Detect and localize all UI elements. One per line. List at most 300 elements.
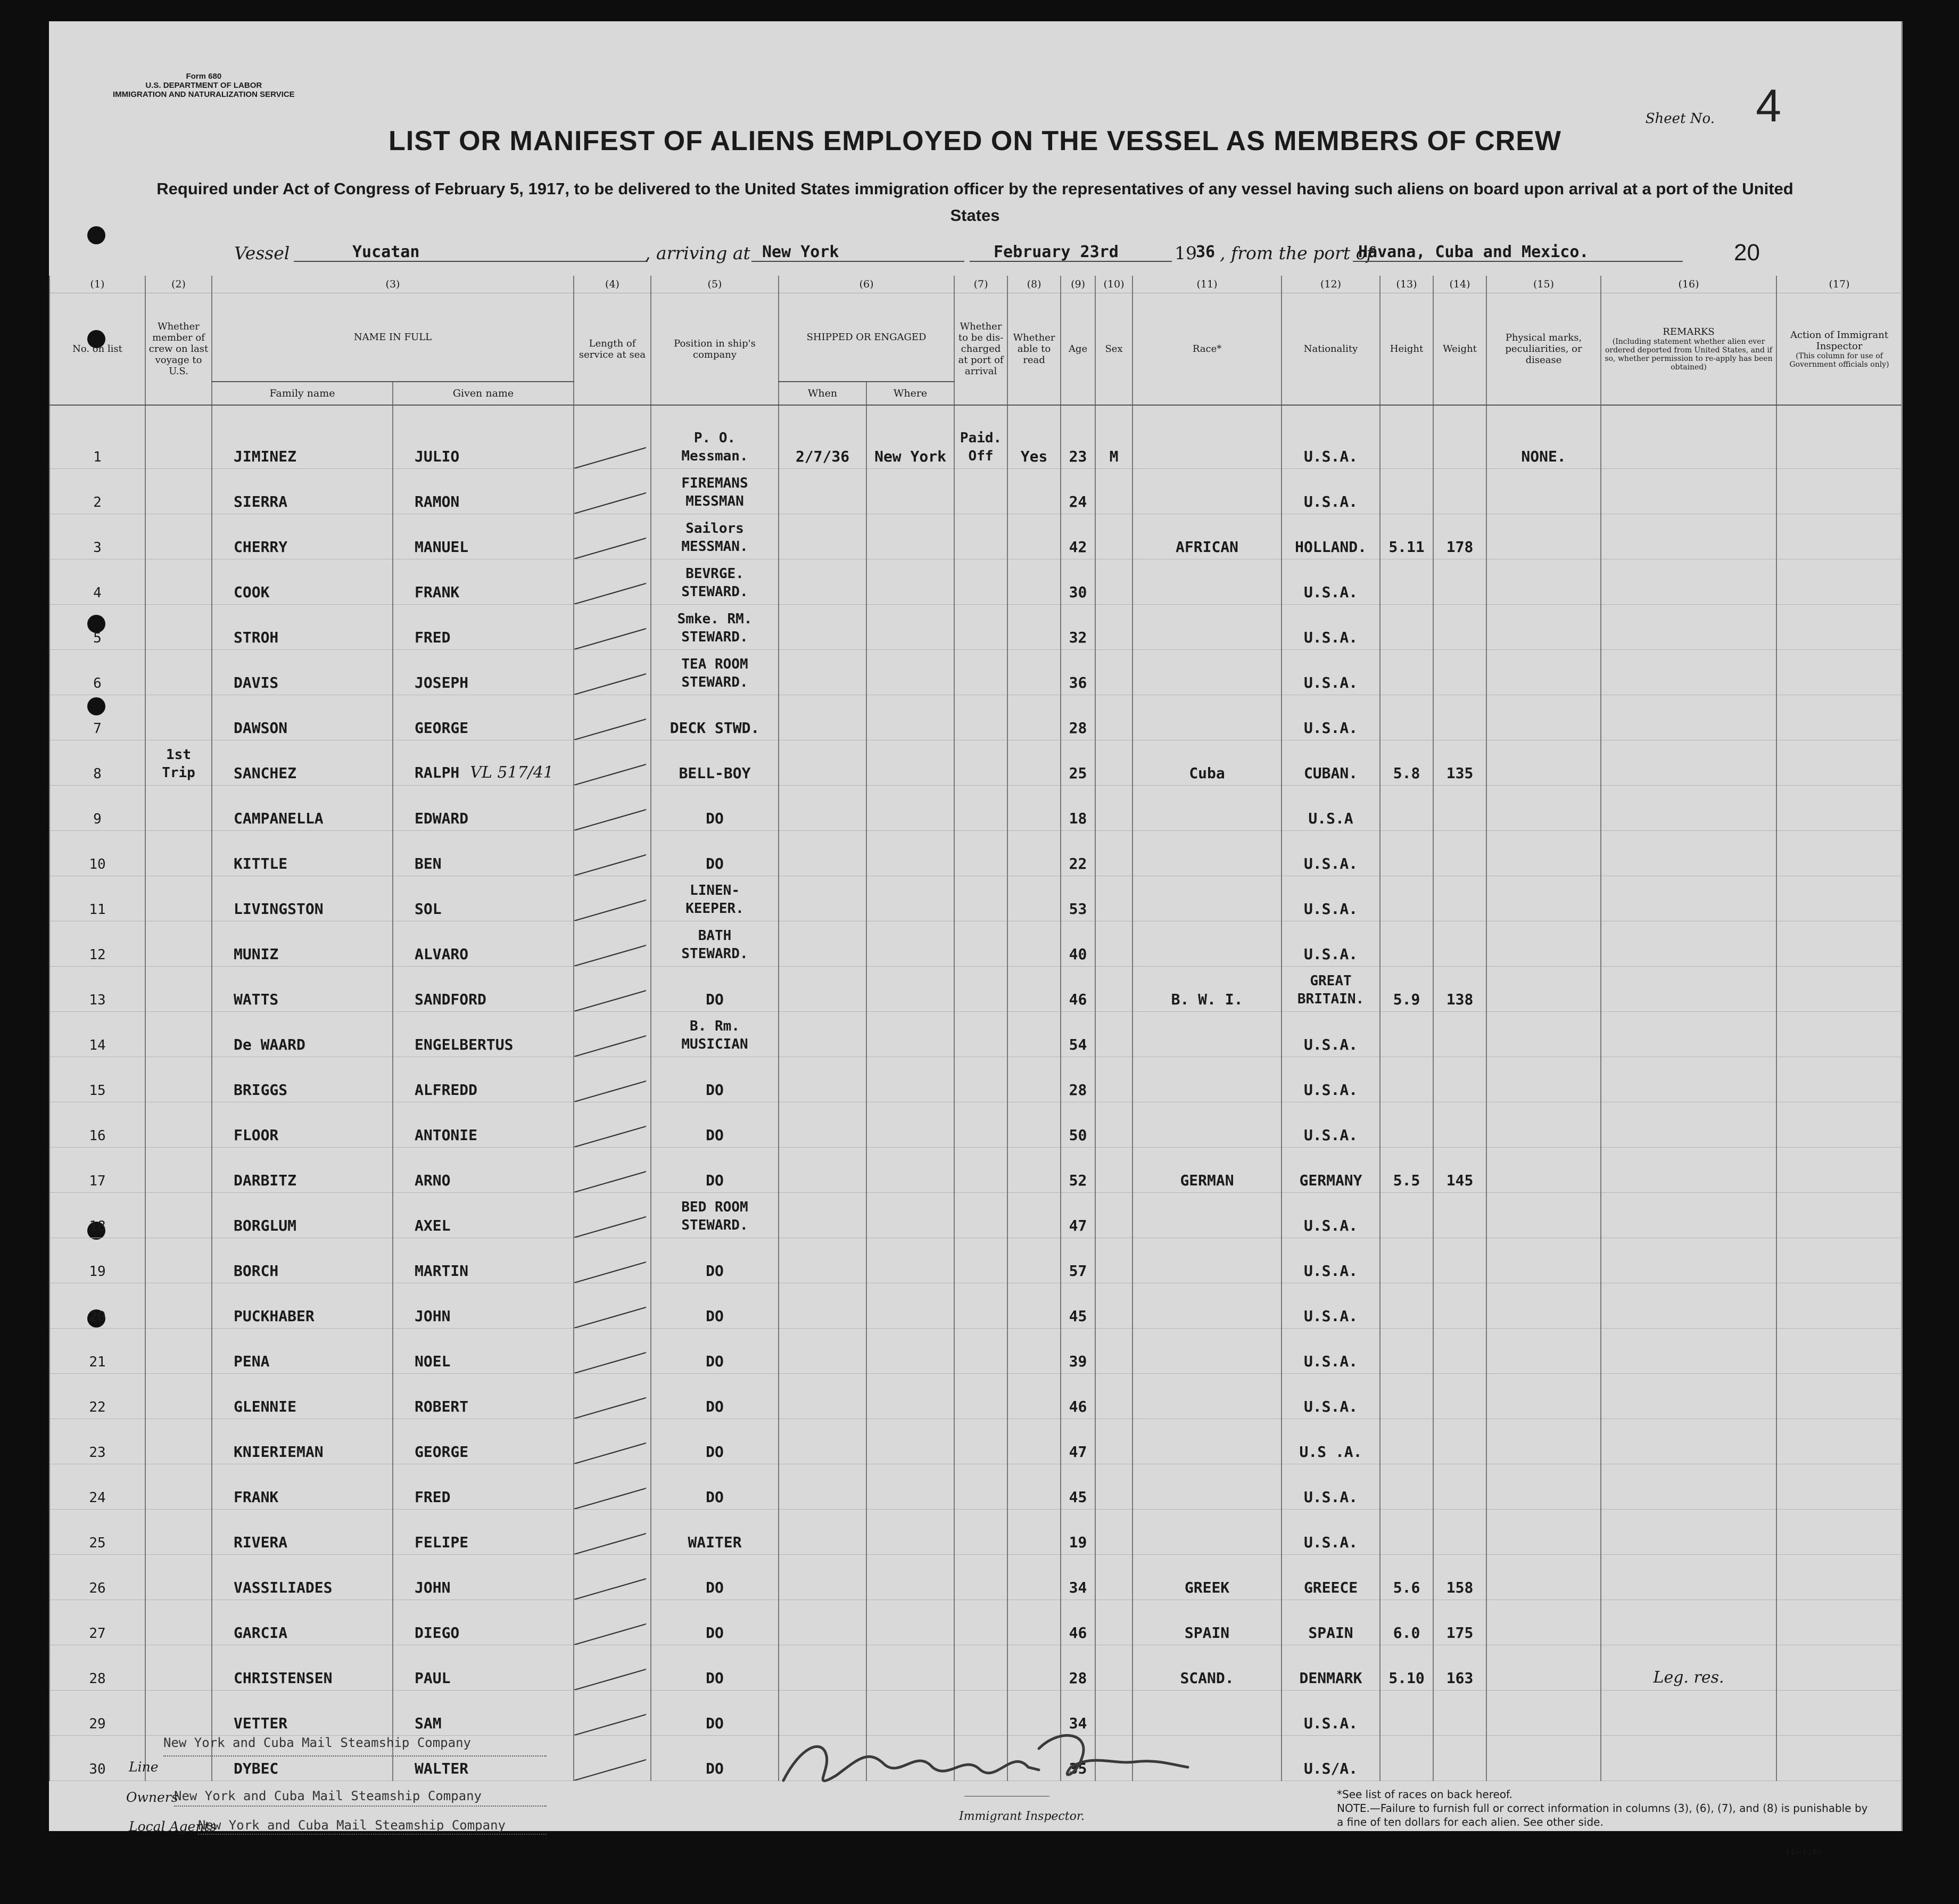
height-cell (1380, 1645, 1433, 1691)
col-num-2: (2) (145, 276, 212, 293)
nationality: U.S.A. (1303, 900, 1358, 918)
height-cell (1380, 1283, 1433, 1329)
age-cell (1061, 514, 1095, 559)
age: 23 (1069, 448, 1087, 465)
race-cell (1133, 1102, 1282, 1148)
col-num-15: (15) (1486, 276, 1601, 293)
age: 28 (1069, 719, 1087, 737)
family-name-cell (212, 405, 393, 469)
physical-marks-cell (1486, 1283, 1601, 1329)
remarks-cell (1601, 967, 1776, 1012)
race-cell (1133, 1600, 1282, 1645)
form-number: Form 680 (186, 72, 222, 81)
family-name: SIERRA (234, 493, 288, 510)
row-number-cell (49, 921, 145, 967)
family-name-cell (212, 1510, 393, 1555)
given-name-cell (393, 1374, 574, 1419)
row-number: 24 (89, 1490, 106, 1506)
weight-cell (1433, 921, 1486, 967)
height-cell (1380, 1510, 1433, 1555)
sex-cell (1095, 786, 1133, 831)
row-number-cell (49, 1464, 145, 1510)
race-cell (1133, 405, 1282, 469)
table-row (49, 1329, 1902, 1374)
shipped-when-cell (779, 1374, 866, 1419)
row-number-cell (49, 1329, 145, 1374)
family-name-cell (212, 1691, 393, 1736)
row-number: 3 (93, 540, 102, 556)
height-cell (1380, 831, 1433, 876)
nationality-cell (1282, 740, 1380, 786)
weight-cell (1433, 1057, 1486, 1102)
row-number-cell (49, 559, 145, 605)
weight-cell (1433, 1238, 1486, 1283)
race-cell (1133, 605, 1282, 650)
race-cell (1133, 695, 1282, 740)
family-name-cell (212, 559, 393, 605)
col-num-11: (11) (1133, 276, 1282, 293)
inspector-action-cell (1776, 921, 1902, 967)
shipped-where-cell (866, 469, 954, 514)
race-cell (1133, 831, 1282, 876)
height-cell (1380, 786, 1433, 831)
remarks-cell (1601, 1102, 1776, 1148)
family-name: DAVIS (234, 674, 279, 691)
header-where: Where (866, 382, 954, 405)
physical-marks-cell (1486, 1419, 1601, 1464)
physical-marks-cell (1486, 1691, 1601, 1736)
header-given-name: Given name (393, 382, 574, 405)
row-number: 30 (89, 1761, 106, 1777)
weight: 175 (1446, 1624, 1474, 1642)
given-name: FRANK (415, 583, 460, 601)
check-mark-icon (574, 876, 651, 921)
position-cell (651, 1555, 779, 1600)
position-cell (651, 1464, 779, 1510)
physical-marks-cell (1486, 1374, 1601, 1419)
age-cell (1061, 1464, 1095, 1510)
inspector-action-cell (1776, 1419, 1902, 1464)
physical-marks-cell (1486, 831, 1601, 876)
family-name-cell (212, 695, 393, 740)
race: SPAIN (1184, 1624, 1230, 1642)
col-num-9: (9) (1061, 276, 1095, 293)
punch-hole (87, 226, 105, 244)
discharged-cell (954, 740, 1007, 786)
nationality-cell (1282, 469, 1380, 514)
position: DO (706, 1443, 724, 1461)
remarks-cell (1601, 1600, 1776, 1645)
sex-cell (1095, 605, 1133, 650)
weight: 138 (1446, 991, 1474, 1008)
able-to-read-cell (1007, 740, 1061, 786)
remarks-cell (1601, 1645, 1776, 1691)
race: B. W. I. (1171, 991, 1243, 1008)
family-name-cell (212, 1102, 393, 1148)
table-row (49, 405, 1902, 469)
form-code: 14—1240 (1785, 1848, 1821, 1857)
sex-cell (1095, 650, 1133, 695)
height-cell (1380, 1600, 1433, 1645)
inspector-action-cell (1776, 1148, 1902, 1193)
row-number: 5 (93, 630, 102, 646)
header-inspector-action (1776, 293, 1902, 406)
race-cell (1133, 1510, 1282, 1555)
nationality-cell (1282, 967, 1380, 1012)
remarks-cell (1601, 1510, 1776, 1555)
position: DO (706, 1081, 724, 1099)
header-position: Position in ship's company (651, 293, 779, 406)
arriving-label: , arriving at (645, 243, 750, 263)
able-to-read-cell (1007, 1419, 1061, 1464)
nationality-cell (1282, 650, 1380, 695)
family-name: JIMINEZ (234, 448, 297, 465)
discharged-cell (954, 967, 1007, 1012)
able-to-read-cell (1007, 1238, 1061, 1283)
last-voyage-cell (145, 740, 212, 786)
physical-marks-cell (1486, 1012, 1601, 1057)
discharged-cell (954, 405, 1007, 469)
position: DO (706, 1669, 724, 1687)
discharged-cell (954, 1464, 1007, 1510)
inspector-signature (762, 1717, 1193, 1796)
shipped-when-cell (779, 1102, 866, 1148)
height-cell (1380, 1374, 1433, 1419)
position-cell (651, 469, 779, 514)
remarks-cell (1601, 786, 1776, 831)
age: 25 (1069, 764, 1087, 782)
inspector-action-cell (1776, 831, 1902, 876)
nationality: U.S.A. (1303, 1398, 1358, 1415)
able-to-read-cell (1007, 1012, 1061, 1057)
check-mark-icon (574, 1238, 651, 1283)
discharged-cell (954, 1102, 1007, 1148)
row-number: 10 (89, 856, 106, 872)
family-name-cell (212, 1283, 393, 1329)
header-height: Height (1380, 293, 1433, 406)
shipped-where-cell (866, 831, 954, 876)
arrival-date: February 23rd (994, 243, 1119, 261)
able-to-read-cell (1007, 1600, 1061, 1645)
given-name-cell (393, 1600, 574, 1645)
remarks-title: REMARKS (1663, 326, 1715, 337)
table-row (49, 650, 1902, 695)
nationality-cell (1282, 514, 1380, 559)
sex-cell (1095, 831, 1133, 876)
age: 39 (1069, 1353, 1087, 1370)
family-name: CHRISTENSEN (234, 1669, 333, 1687)
inspector-action-cell (1776, 559, 1902, 605)
sex-cell (1095, 1193, 1133, 1238)
race: GREEK (1184, 1579, 1230, 1596)
last-voyage-cell (145, 1283, 212, 1329)
family-name: KITTLE (234, 855, 288, 872)
position: DO (706, 1172, 724, 1189)
shipped-where-cell (866, 1012, 954, 1057)
shipped-when-cell (779, 1193, 866, 1238)
given-name: NOEL (415, 1353, 451, 1370)
position: DO (706, 1353, 724, 1370)
departure-port: Havana, Cuba and Mexico. (1358, 243, 1589, 261)
vessel-underline (294, 241, 648, 262)
header-shipped-engaged: SHIPPED OR ENGAGED (779, 293, 954, 382)
table-row (49, 1102, 1902, 1148)
row-number: 2 (93, 494, 102, 510)
shipped-where-cell (866, 1283, 954, 1329)
age-cell (1061, 1148, 1095, 1193)
nationality-cell (1282, 1645, 1380, 1691)
nationality: U.S.A. (1303, 1262, 1358, 1280)
family-name-cell (212, 1193, 393, 1238)
given-name: SANDFORD (415, 991, 486, 1008)
remarks-cell (1601, 1238, 1776, 1283)
row-number-cell (49, 1419, 145, 1464)
family-name-cell (212, 1464, 393, 1510)
height-cell (1380, 1057, 1433, 1102)
remarks-cell (1601, 469, 1776, 514)
position-cell (651, 1374, 779, 1419)
shipped-when-cell (779, 876, 866, 921)
position: FIREMANS MESSMAN (681, 475, 748, 509)
position-cell (651, 967, 779, 1012)
shipped-where-cell (866, 1329, 954, 1374)
race-cell (1133, 559, 1282, 605)
check-mark-icon (574, 1148, 651, 1193)
sex: M (1109, 448, 1119, 465)
row-number: 20 (89, 1309, 106, 1325)
remarks-cell (1601, 1419, 1776, 1464)
family-name: MUNIZ (234, 945, 279, 963)
shipped-where-cell (866, 1057, 954, 1102)
given-name: ALVARO (415, 945, 469, 963)
header-remarks (1601, 293, 1776, 406)
weight: 178 (1446, 538, 1474, 556)
inspector-action-cell (1776, 405, 1902, 469)
last-voyage-cell (145, 1691, 212, 1736)
last-voyage-cell (145, 1600, 212, 1645)
family-name: BORCH (234, 1262, 279, 1280)
race: GERMAN (1180, 1172, 1234, 1189)
length-of-service-cell (574, 967, 651, 1012)
family-name: SANCHEZ (234, 764, 297, 782)
nationality-cell (1282, 921, 1380, 967)
height-cell (1380, 876, 1433, 921)
position: DO (706, 1488, 724, 1506)
able-to-read-cell (1007, 695, 1061, 740)
position: DO (706, 1398, 724, 1415)
arrival-port: New York (762, 243, 839, 261)
remarks-cell (1601, 1283, 1776, 1329)
last-voyage-cell (145, 1102, 212, 1148)
shipped-where-cell (866, 1510, 954, 1555)
row-number: 8 (93, 766, 102, 782)
row-number: 18 (89, 1218, 106, 1234)
last-voyage-cell (145, 405, 212, 469)
inspector-action-cell (1776, 876, 1902, 921)
discharged-cell (954, 514, 1007, 559)
family-name-cell (212, 605, 393, 650)
weight-cell (1433, 876, 1486, 921)
position: DO (706, 1307, 724, 1325)
age: 47 (1069, 1217, 1087, 1234)
nationality-cell (1282, 1102, 1380, 1148)
sex-cell (1095, 967, 1133, 1012)
row-number-cell (49, 1012, 145, 1057)
shipped-when-cell (779, 1283, 866, 1329)
age: 54 (1069, 1036, 1087, 1053)
able-to-read-cell (1007, 405, 1061, 469)
given-name: FRED (415, 1488, 451, 1506)
weight-cell (1433, 1510, 1486, 1555)
agents-underline (198, 1834, 547, 1835)
shipped-when-cell (779, 1238, 866, 1283)
age-cell (1061, 831, 1095, 876)
nationality: U.S.A. (1303, 1534, 1358, 1551)
able-to-read-cell (1007, 921, 1061, 967)
col-num-16: (16) (1601, 276, 1776, 293)
family-name: DARBITZ (234, 1172, 297, 1189)
age: 53 (1069, 900, 1087, 918)
table-row (49, 831, 1902, 876)
position-cell (651, 1283, 779, 1329)
check-mark-icon (574, 1012, 651, 1057)
position-cell (651, 1419, 779, 1464)
given-name-cell (393, 1645, 574, 1691)
family-name-cell (212, 967, 393, 1012)
position: Smke. RM. STEWARD. (677, 611, 753, 645)
inspector-action-cell (1776, 1057, 1902, 1102)
inspector-action-cell (1776, 1510, 1902, 1555)
shipped-where-cell (866, 740, 954, 786)
family-name-cell (212, 1645, 393, 1691)
row-number-cell (49, 1057, 145, 1102)
weight-cell (1433, 514, 1486, 559)
action-note: (This column for use of Government officials only) (1789, 351, 1889, 369)
department-name: U.S. DEPARTMENT OF LABOR (145, 81, 262, 90)
length-of-service-cell (574, 740, 651, 786)
header-family-name: Family name (212, 382, 393, 405)
family-name: BRIGGS (234, 1081, 288, 1099)
family-name-cell (212, 740, 393, 786)
weight-cell (1433, 831, 1486, 876)
check-mark-icon (574, 1283, 651, 1329)
column-number-row (49, 276, 1902, 293)
check-mark-icon (574, 740, 651, 786)
position-cell (651, 405, 779, 469)
position-cell (651, 605, 779, 650)
position: BEVRGE. STEWARD. (681, 566, 748, 600)
row-number: 22 (89, 1399, 106, 1415)
height: 5.9 (1393, 991, 1420, 1008)
row-number: 26 (89, 1580, 106, 1596)
able-to-read-cell (1007, 967, 1061, 1012)
shipped-where: New York (874, 448, 946, 465)
height-cell (1380, 967, 1433, 1012)
length-of-service-cell (574, 1012, 651, 1057)
sex-cell (1095, 1329, 1133, 1374)
race-cell (1133, 514, 1282, 559)
position-cell (651, 1238, 779, 1283)
given-name-cell (393, 1510, 574, 1555)
row-number-cell (49, 469, 145, 514)
shipped-when-cell (779, 1600, 866, 1645)
check-mark-icon (574, 420, 651, 469)
row-number-cell (49, 514, 145, 559)
header-age: Age (1061, 293, 1095, 406)
discharged-cell (954, 1600, 1007, 1645)
able-to-read-cell (1007, 650, 1061, 695)
race-cell (1133, 1057, 1282, 1102)
given-name: GEORGE (415, 719, 469, 737)
discharged-cell (954, 1329, 1007, 1374)
age-cell (1061, 1057, 1095, 1102)
discharged-cell (954, 786, 1007, 831)
remarks-cell (1601, 559, 1776, 605)
weight-cell (1433, 1691, 1486, 1736)
given-name-cell (393, 1691, 574, 1736)
owners-underline (174, 1806, 547, 1807)
inspector-action-cell (1776, 1238, 1902, 1283)
physical-marks-cell (1486, 469, 1601, 514)
length-of-service-cell (574, 1102, 651, 1148)
inspector-action-cell (1776, 1283, 1902, 1329)
position-cell (651, 1510, 779, 1555)
table-row (49, 1238, 1902, 1283)
length-of-service-cell (574, 695, 651, 740)
age-cell (1061, 1012, 1095, 1057)
able-to-read-cell (1007, 1193, 1061, 1238)
shipped-when-cell (779, 695, 866, 740)
nationality: CUBAN. (1303, 764, 1358, 782)
physical-marks-cell (1486, 1238, 1601, 1283)
check-mark-icon (574, 831, 651, 876)
given-name: DIEGO (415, 1624, 460, 1642)
physical-marks-cell (1486, 1464, 1601, 1510)
row-number: 13 (89, 992, 106, 1008)
physical-marks-cell (1486, 695, 1601, 740)
row-number: 21 (89, 1354, 106, 1370)
shipped-where-cell (866, 559, 954, 605)
last-voyage-cell (145, 1419, 212, 1464)
nationality: U.S.A. (1303, 493, 1358, 510)
check-mark-icon (574, 650, 651, 695)
sex-cell (1095, 1510, 1133, 1555)
position: DO (706, 1579, 724, 1596)
family-name-cell (212, 1419, 393, 1464)
able-to-read-cell (1007, 1148, 1061, 1193)
sheet-number: 4 (1756, 80, 1781, 131)
family-name: FRANK (234, 1488, 279, 1506)
able-to-read-cell (1007, 1555, 1061, 1600)
age: 57 (1069, 1262, 1087, 1280)
table-row (49, 695, 1902, 740)
length-of-service-cell (574, 1329, 651, 1374)
inspector-action-cell (1776, 1374, 1902, 1419)
document-subtitle: Required under Act of Congress of February 5, 1917, to be delivered to the United States immigration officer by the representatives of any vessel having such aliens on board upon arrival at a port of the United States (156, 179, 1793, 225)
row-number: 19 (89, 1264, 106, 1280)
table-row (49, 1374, 1902, 1419)
year-prefix: 19 (1175, 243, 1197, 263)
nationality: U.S .A. (1299, 1443, 1362, 1461)
age: 19 (1069, 1534, 1087, 1551)
row-number-cell (49, 605, 145, 650)
race-cell (1133, 1464, 1282, 1510)
given-name: WALTER (415, 1760, 469, 1777)
agents-value: New York and Cuba Mail Steamship Company (198, 1818, 506, 1833)
given-name: ANTONIE (415, 1126, 478, 1144)
shipped-when-cell (779, 1148, 866, 1193)
age: 40 (1069, 945, 1087, 963)
